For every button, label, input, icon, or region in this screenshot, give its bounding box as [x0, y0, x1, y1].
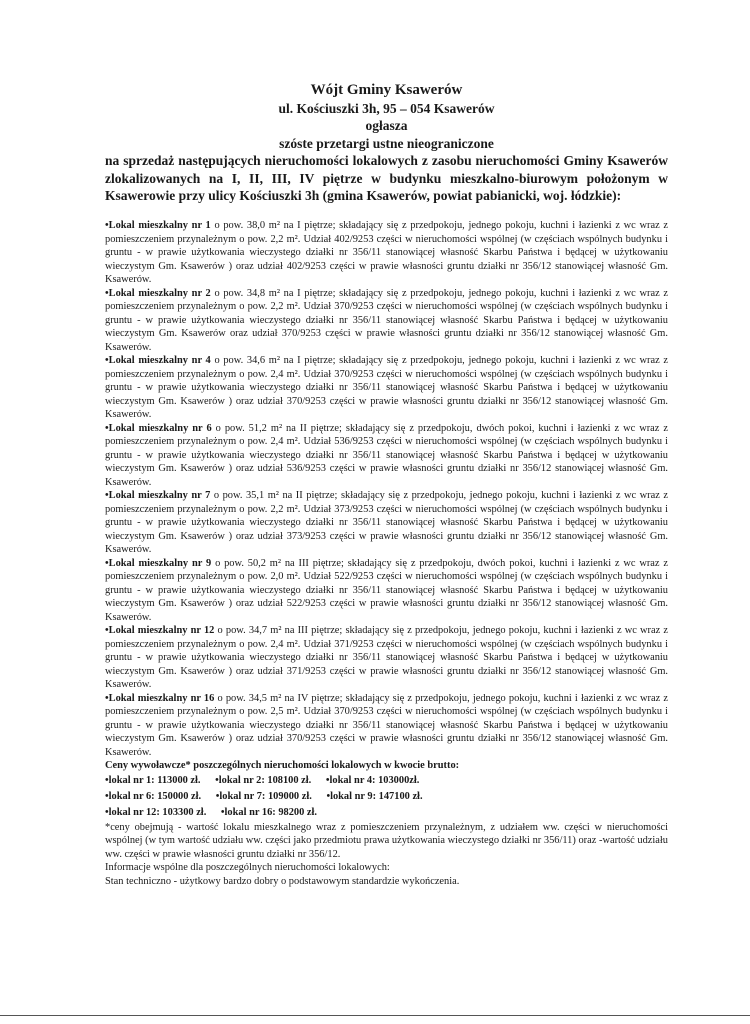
listing-text: o pow. 38,0 m² na I piętrze; składający się z przedpokoju, jednego pokoju, kuchni i łazienki z wc wraz z pomieszczeniem przynależnym o pow. 2,2 m². Udział 402/9253 części w nieruchomości wspólnej (w częściach wspólnych budynku i gruntu - w prawie użytkowania wieczystego działki nr 356/11 stanowiącej własność Skarbu Państwa i będącej w użytkowaniu wieczystym Gm. Ksawerów ) oraz udział 402/9253 części w prawie własności gruntu działki nr 356/12 stanowiącej własność Gm. Ksawerów. — [105, 220, 668, 286]
listing-text: o pow. 34,8 m² na I piętrze; składający się z przedpokoju, jednego pokoju, kuchni i łazienki z wc wraz z pomieszczeniem przynależnym o pow. 2,2 m². Udział 370/9253 części w nieruchomości wspólnej (w częściach wspólnych budynku i gruntu - w prawie użytkowania wieczystego działki nr 356/11 stanowiącej własność Skarbu Państwa i będącej w użytkowaniu wieczystym Gm. Ksawerów oraz udział 370/9253 części w prawie własności gruntu działki nr 356/12 stanowiącej własność Gm. Ksawerów. — [105, 287, 668, 353]
announces-line: ogłasza — [365, 118, 408, 134]
price-item: •lokal nr 6: 150000 zł. — [105, 790, 202, 802]
listing-label: •Lokal mieszkalny nr 1 — [105, 220, 211, 232]
price-item: •lokal nr 9: 147100 zł. — [326, 790, 423, 802]
document-page — [105, 78, 668, 888]
listing-item — [105, 422, 668, 490]
bottom-rule — [0, 1015, 750, 1016]
listing-item — [105, 624, 668, 692]
price-item: •lokal nr 16: 98200 zł. — [220, 806, 318, 818]
listing-text: o pow. 34,6 m² na I piętrze; składający się z przedpokoju, jednego pokoju, kuchni i łazienki z wc wraz z pomieszczeniem przynależnym o pow. 2,4 m². Udział 370/9253 części w nieruchomości wspólnej (w częściach wspólnych budynku i gruntu - w prawie użytkowania wieczystego działki nr 356/11 stanowiącej własność Skarbu Państwa i będącej w użytkowaniu wieczystym Gm. Ksawerów ) oraz udział 370/9253 części w prawie własności gruntu działki nr 356/12 stanowiącej własność Gm. Ksawerów. — [105, 355, 668, 421]
listing-item — [105, 219, 668, 287]
listing-text: o pow. 34,5 m² na IV piętrze; składający się z przedpokoju, jednego pokoju, kuchni i łazienki z wc wraz z pomieszczeniem przynależnym o pow. 2,5 m². Udział 370/9253 części w nieruchomości wspólnej (w częściach wspólnych budynku i gruntu - w prawie użytkowania wieczystego działki nr 356/11 stanowiącej własność Skarbu Państwa i będącej w użytkowaniu wieczystym Gm. Ksawerów ) oraz udział 370/9253 części w prawie własności gruntu działki nr 356/12 stanowiącej własność Gm. Ksawerów. — [105, 692, 668, 758]
tender-line: szóste przetargi ustne nieograniczone — [279, 135, 494, 151]
price-item: •lokal nr 7: 109000 zł. — [215, 790, 312, 802]
listing-label: •Lokal mieszkalny nr 6 — [105, 422, 212, 434]
listing-item — [105, 287, 668, 355]
listing-text: o pow. 34,7 m² na III piętrze; składający się z przedpokoju, jednego pokoju, kuchni i łazienki z wc wraz z pomieszczeniem przynależnym o pow. 2,4 m². Udział 371/9253 części w nieruchomości wspólnej (w częściach wspólnych budynku i gruntu - w prawie użytkowania wieczystego działki nr 356/11 stanowiącej własność Skarbu Państwa i będącej w użytkowaniu wieczystym Gm. Ksawerów ) oraz udział 371/9253 części w prawie własności gruntu działki nr 356/12 stanowiącej własność Gm. Ksawerów. — [105, 625, 668, 691]
price-row — [105, 773, 668, 789]
listing-label: •Lokal mieszkalny nr 9 — [105, 557, 212, 569]
listing-label: •Lokal mieszkalny nr 12 — [105, 625, 215, 637]
price-item: •lokal nr 4: 103000zł. — [325, 774, 420, 786]
listing-text: o pow. 35,1 m² na II piętrze; składający się z przedpokoju, jednego pokoju, kuchni i łazienki z wc wraz z pomieszczeniem przynależnym o pow. 2,2 m². Udział 373/9253 części w nieruchomości wspólnej (w częściach wspólnych budynku i gruntu - w prawie użytkowania wieczystego działki nr 356/11 stanowiącej własność Skarbu Państwa i będącej w użytkowaniu wieczystym Gm. Ksawerów ) oraz udział 373/9253 części w prawie własności gruntu działki nr 356/12 stanowiącej własność Gm. Ksawerów. — [105, 490, 668, 556]
price-item: •lokal nr 12: 103300 zł. — [105, 806, 207, 818]
price-row — [105, 789, 668, 805]
listing-label: •Lokal mieszkalny nr 4 — [105, 355, 211, 367]
listing-item — [105, 354, 668, 422]
price-row — [105, 805, 668, 821]
listing-item — [105, 489, 668, 557]
listing-label: •Lokal mieszkalny nr 16 — [105, 692, 215, 704]
price-item: •lokal nr 1: 113000 zł. — [105, 774, 201, 786]
intro-paragraph: na sprzedaż następujących nieruchomości lokalowych z zasobu nieruchomości Gminy Ksawerów zlokalizowanych na I, II, III, IV piętrze w budynku mieszkalno-biurowym położonym w Ksawerowie przy ulicy Kościuszki 3h (gmina Ksawerów, powiat pabianicki, woj. łódzkie): — [105, 153, 668, 204]
listings — [105, 219, 668, 888]
technical-state: Stan techniczno - użytkowy bardzo dobry o podstawowym standardzie wykończenia. — [105, 875, 460, 887]
listing-item — [105, 692, 668, 760]
document-title: Wójt Gminy Ksawerów — [310, 82, 463, 98]
office-address: ul. Kościuszki 3h, 95 – 054 Ksawerów — [278, 101, 495, 116]
common-info-heading: Informacje wspólne dla poszczególnych nieruchomości lokalowych: — [105, 862, 390, 874]
price-item: •lokal nr 2: 108100 zł. — [215, 774, 312, 786]
listing-label: •Lokal mieszkalny nr 2 — [105, 287, 211, 299]
listing-item — [105, 557, 668, 625]
listing-text: o pow. 51,2 m² na II piętrze; składający się z przedpokoju, dwóch pokoi, kuchni i łazienki z wc wraz z pomieszczeniem przynależnym o pow. 2,4 m². Udział 536/9253 części w nieruchomości wspólnej (w częściach wspólnych budynku i gruntu - w prawie użytkowania wieczystego działki nr 356/11 stanowiącej własność Skarbu Państwa i będącej w użytkowaniu wieczystym Gm. Ksawerów ) oraz udział 536/9253 części w prawie własności gruntu działki nr 356/12 stanowiącej własność Gm. Ksawerów. — [105, 422, 668, 488]
prices-heading: Ceny wywoławcze* poszczególnych nieruchomości lokalowych w kwocie brutto: — [105, 760, 460, 772]
document-header — [105, 80, 668, 152]
listing-text: o pow. 50,2 m² na III piętrze; składający się z przedpokoju, dwóch pokoi, kuchni i łazienki z wc wraz z pomieszczeniem przynależnym o pow. 2,0 m². Udział 522/9253 części w nieruchomości wspólnej (w częściach wspólnych budynku i gruntu - w prawie użytkowania wieczystego działki nr 356/11 stanowiącej własność Skarbu Państwa i będącej w użytkowaniu wieczystym Gm. Ksawerów ) oraz udział 522/9253 części w prawie własności gruntu działki nr 356/12 stanowiącej własność Gm. Ksawerów. — [105, 557, 668, 623]
listing-label: •Lokal mieszkalny nr 7 — [105, 490, 211, 502]
price-footnote: *ceny obejmują - wartość lokalu mieszkalnego wraz z pomieszczeniem przynależnym, z udziałem ww. części w nieruchomości wspólnej (w tym wartość udziału ww. części jako przedmiotu prawa użytkowania wieczystego działki nr 356/11) oraz -wartość udziału ww. części w prawie własności gruntu działki nr 356/12. — [105, 821, 668, 860]
